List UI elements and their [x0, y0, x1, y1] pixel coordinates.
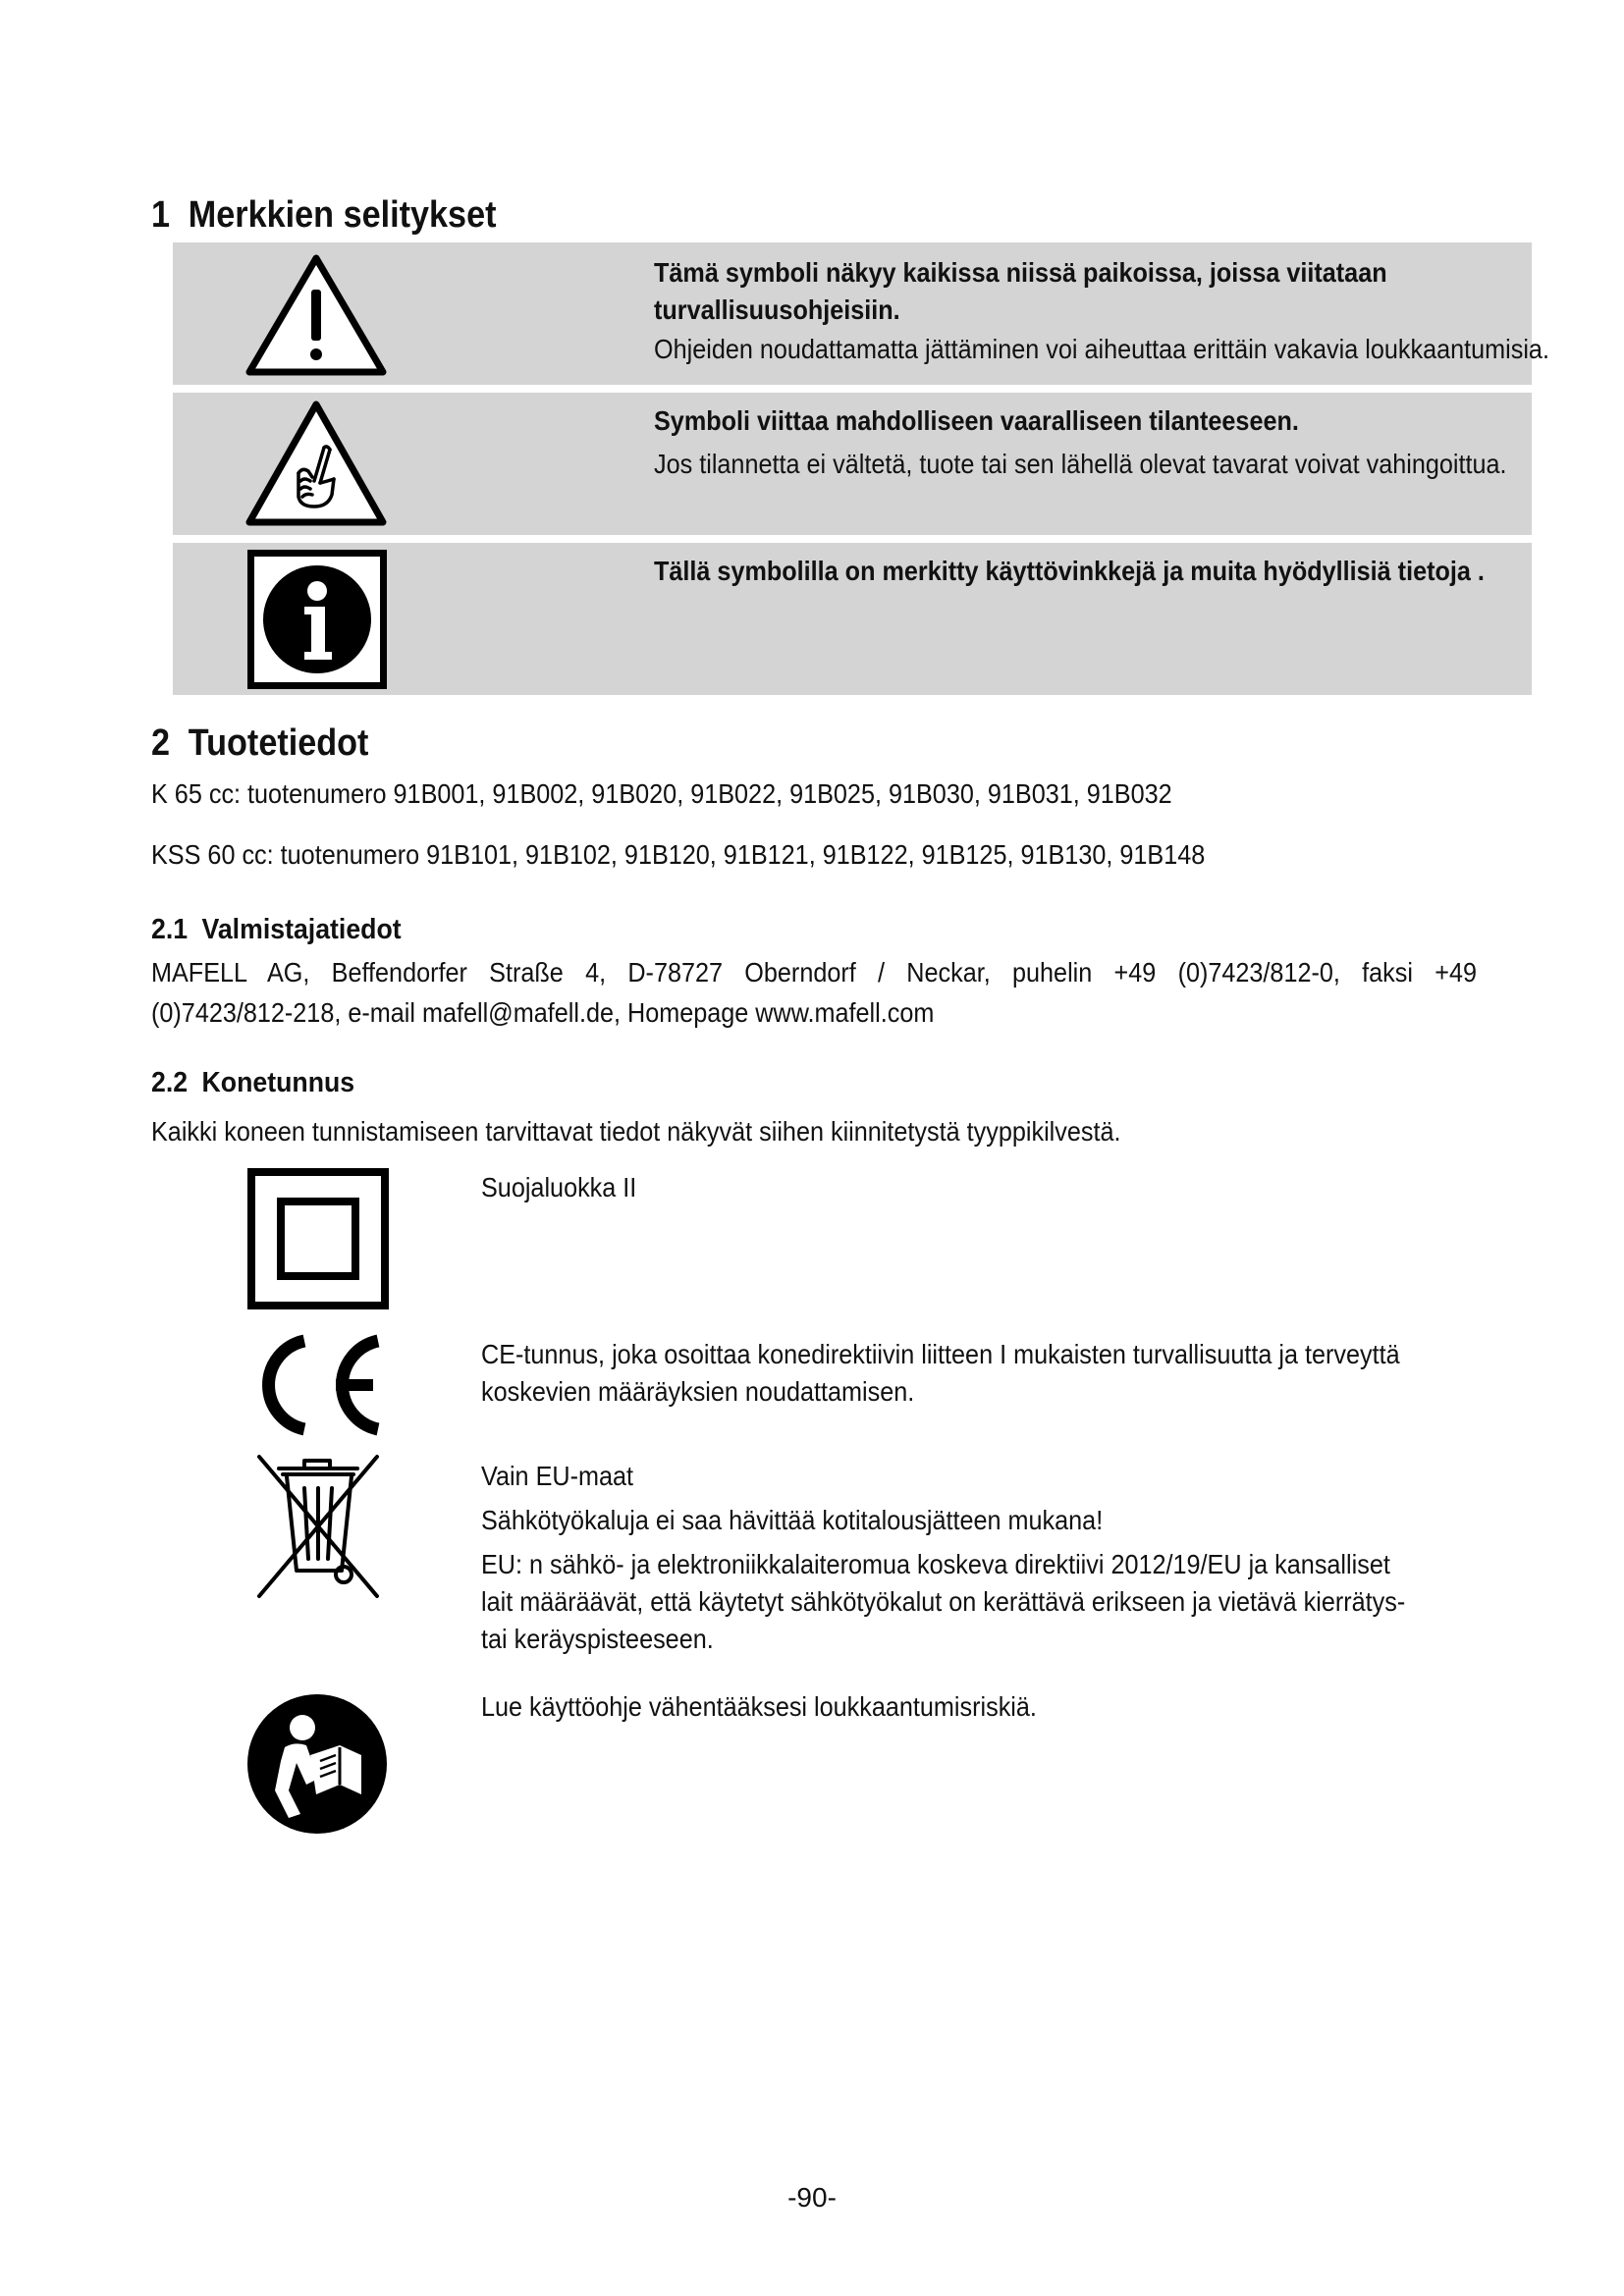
ce-mark-line-1: CE-tunnus, joka osoittaa konedirektiivin liitteen I mukaisten turvallisuutta ja terveyttä: [481, 1339, 1400, 1369]
warning-normal-text: Ohjeiden noudattamatta jättäminen voi aiheuttaa erittäin vakavia loukkaantumisia.: [654, 334, 1549, 364]
symbol-row-caution: [173, 393, 1532, 535]
section-title: Merkkien selitykset: [188, 194, 497, 236]
identification-intro: Kaikki koneen tunnistamiseen tarvittavat tiedot näkyvät siihen kiinnitetystä tyyppikilvestä.: [151, 1116, 1121, 1147]
manufacturer-line-1: MAFELL AG, Beffendorfer Straße 4, D-78727 Oberndorf / Neckar, puhelin +49 (0)7423/812-0, faksi +49: [151, 957, 1477, 988]
section-number: 2.1: [151, 914, 189, 945]
ce-mark-icon: [245, 1331, 393, 1444]
weee-directive-line-2: lait määräävät, että käytetyt sähkötyökalut on kerättävä erikseen ja vietävä kierrätys-: [481, 1586, 1406, 1617]
symbol-row-warning: [173, 242, 1549, 385]
protection-class-ii-icon: [247, 1168, 389, 1314]
warning-bold-line-1: Tämä symboli näkyy kaikissa niissä paikoissa, joissa viitataan: [654, 257, 1387, 288]
weee-eu-only: Vain EU-maat: [481, 1461, 633, 1491]
section-title: Konetunnus: [201, 1067, 355, 1098]
page-number: -90-: [787, 2182, 837, 2213]
section-number: 2.2: [151, 1067, 189, 1098]
warning-exclamation-icon: [244, 252, 389, 383]
information-icon: [247, 550, 387, 694]
symbol-row-info: [173, 543, 1532, 695]
warning-bold-line-2: turvallisuusohjeisiin.: [654, 294, 900, 325]
caution-normal-text: Jos tilannetta ei vältetä, tuote tai sen lähellä olevat tavarat voivat vahingoittua.: [654, 449, 1507, 479]
crossed-bin-icon: [253, 1453, 383, 1605]
section-title: Valmistajatiedot: [201, 914, 402, 945]
section-2-1-heading: [151, 914, 402, 946]
caution-bold-text: Symboli viittaa mahdolliseen vaaralliseen tilanteeseen.: [654, 405, 1299, 436]
product-line-kss60: KSS 60 cc: tuotenumero 91B101, 91B102, 91B120, 91B121, 91B122, 91B125, 91B130, 91B148: [151, 839, 1206, 870]
product-line-k65: K 65 cc: tuotenumero 91B001, 91B002, 91B020, 91B022, 91B025, 91B030, 91B031, 91B032: [151, 778, 1172, 809]
section-1-heading: [151, 194, 496, 237]
weee-directive-line-1: EU: n sähkö- ja elektroniikkalaiteromua koskeva direktiivi 2012/19/EU ja kansalliset: [481, 1549, 1390, 1579]
section-number: 2: [151, 722, 171, 764]
weee-directive-line-3: tai keräyspisteeseen.: [481, 1624, 714, 1654]
ce-mark-description: [481, 1336, 1581, 1411]
ce-mark-line-2: koskevien määräyksien noudattamisen.: [481, 1376, 915, 1407]
weee-no-household-waste: Sähkötyökaluja ei saa hävittää kotitalousjätteen mukana!: [481, 1505, 1104, 1535]
section-number: 1: [151, 194, 171, 236]
read-manual-icon: [245, 1692, 389, 1841]
info-bold-text: Tällä symbolilla on merkitty käyttövinkkejä ja muita hyödyllisiä tietoja .: [654, 556, 1485, 586]
warning-hand-icon: [244, 399, 389, 533]
weee-description: [481, 1458, 1581, 1658]
section-title: Tuotetiedot: [188, 722, 369, 764]
section-2-2-heading: [151, 1067, 354, 1099]
protection-class-text: Suojaluokka II: [481, 1172, 637, 1202]
read-manual-text: Lue käyttöohje vähentääksesi loukkaantumisriskiä.: [481, 1691, 1037, 1722]
section-2-heading: [151, 722, 368, 765]
manufacturer-line-2: (0)7423/812-218, e-mail mafell@mafell.de, Homepage www.mafell.com: [151, 997, 935, 1028]
